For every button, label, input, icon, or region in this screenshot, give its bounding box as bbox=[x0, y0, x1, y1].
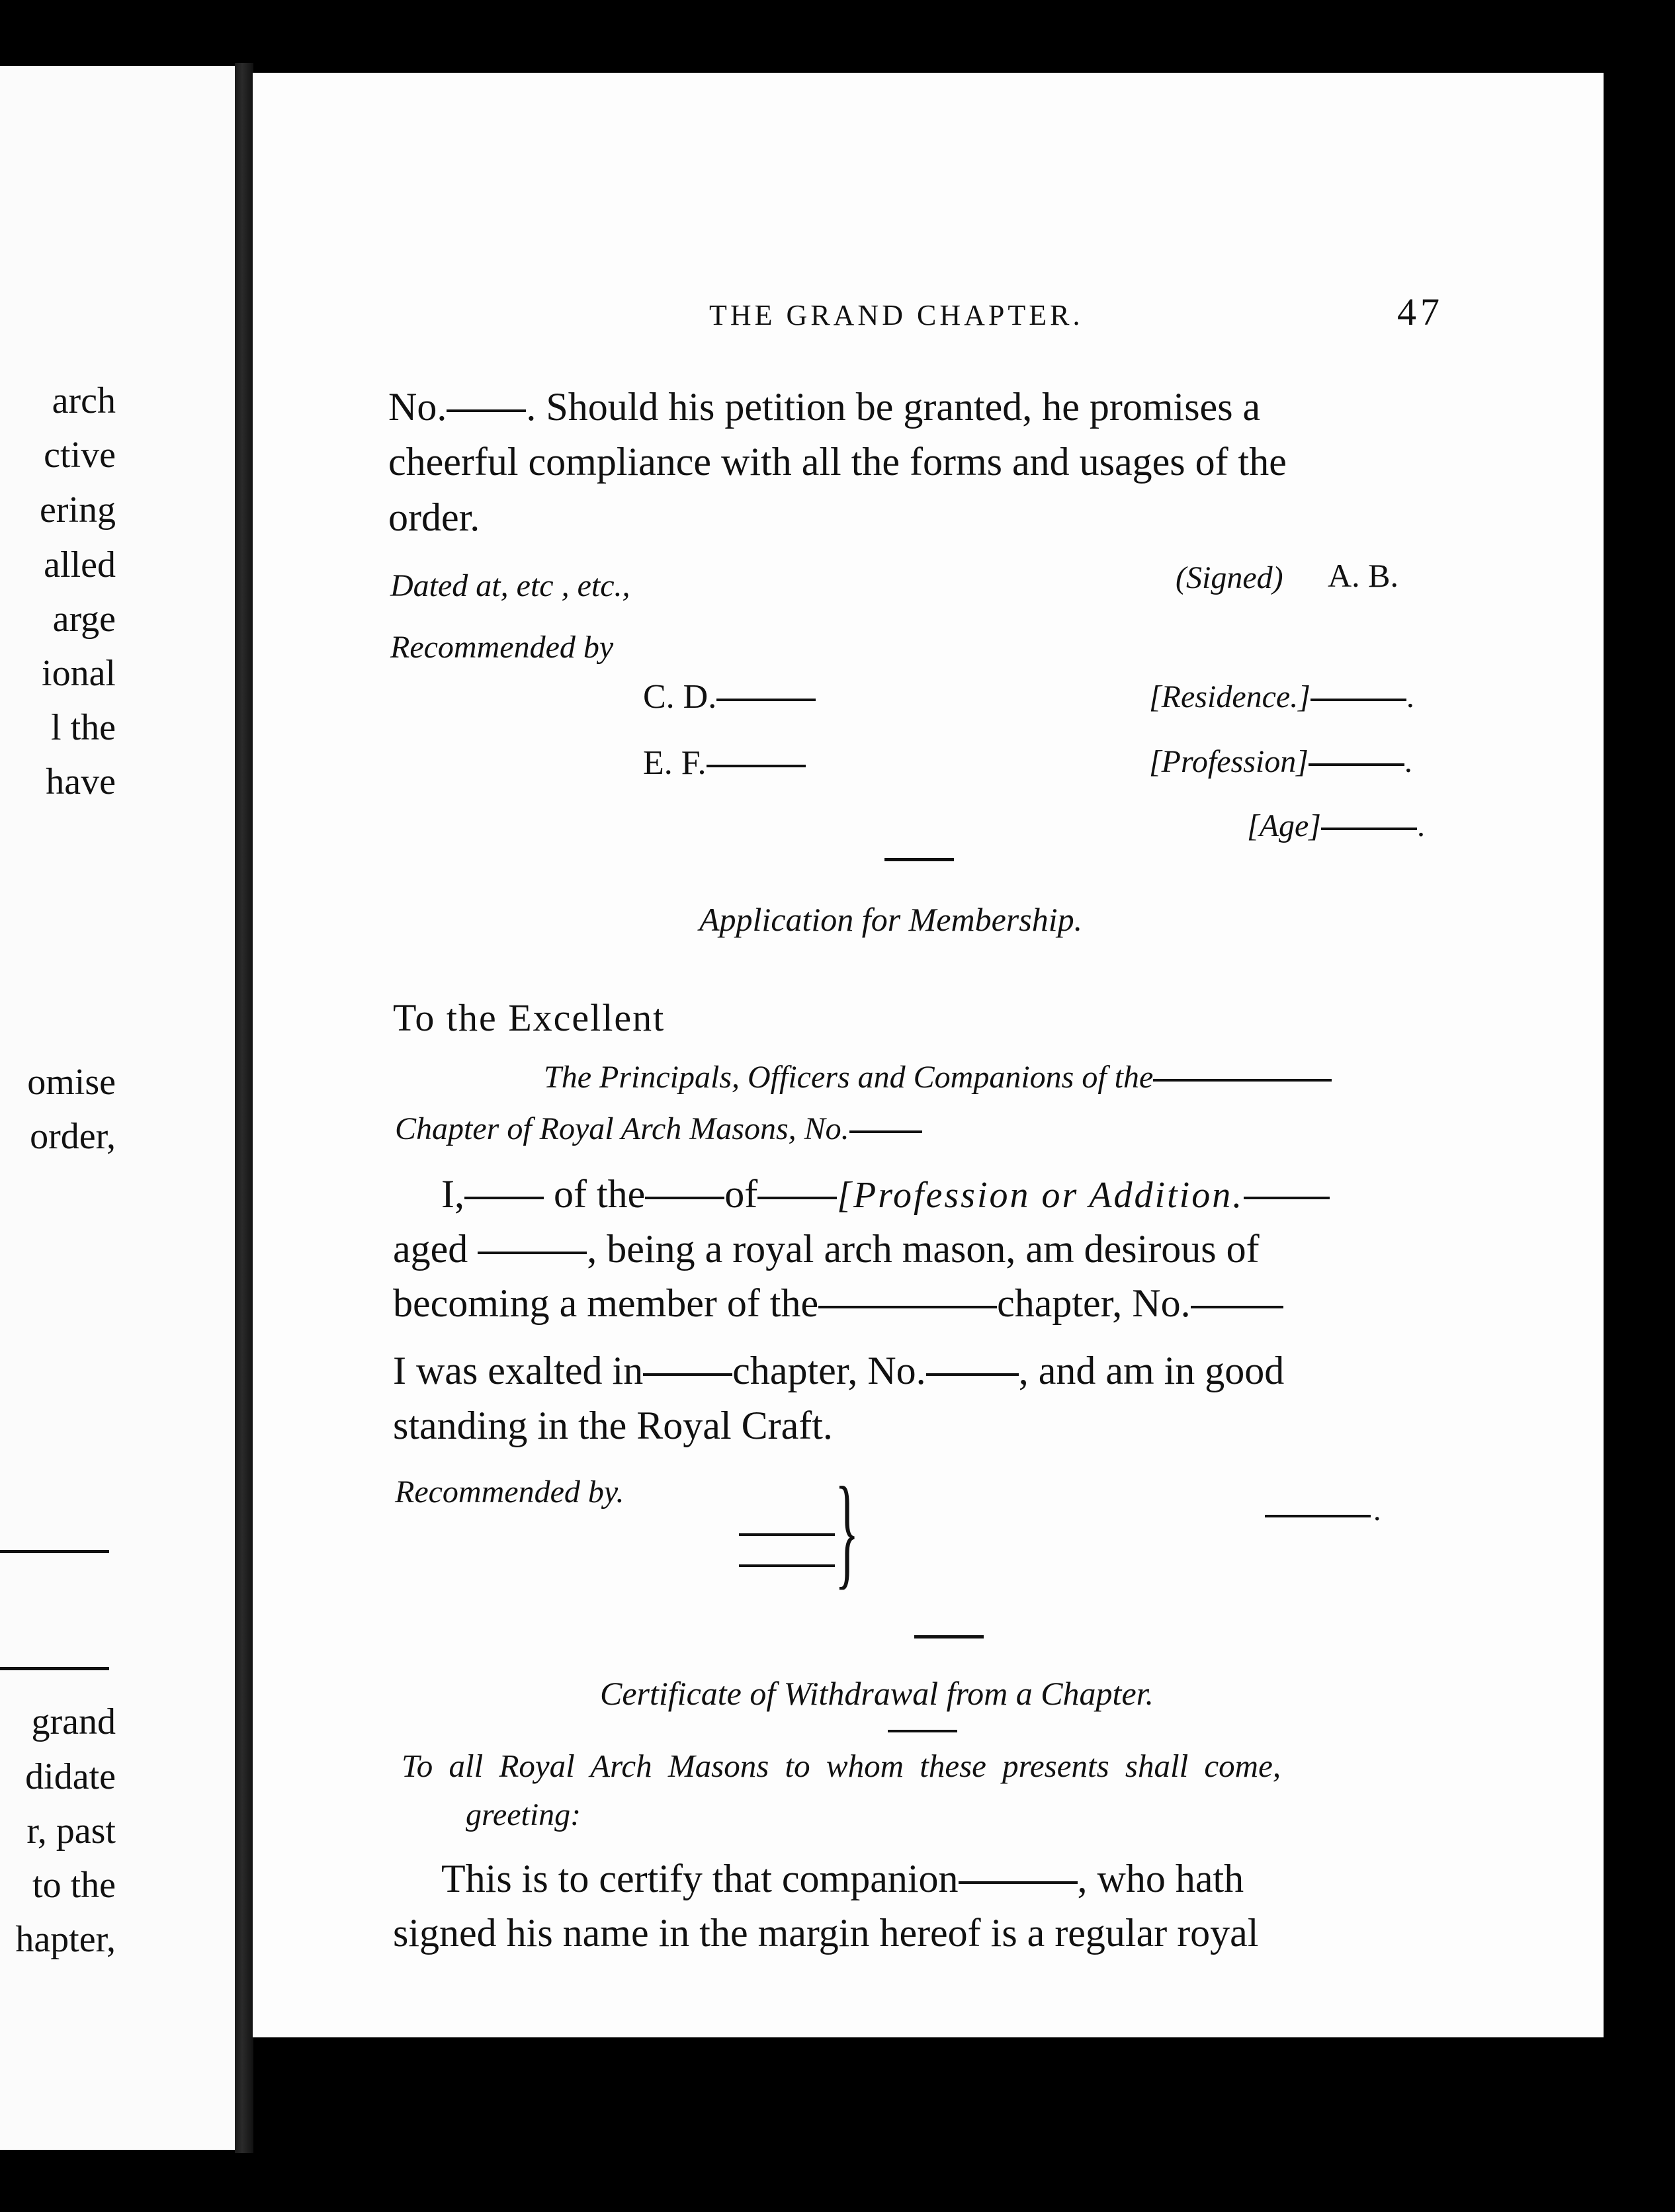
left-fragment: ering bbox=[39, 489, 116, 531]
signature-line bbox=[1265, 1515, 1371, 1517]
blank-line bbox=[645, 1197, 724, 1199]
left-fragment: order, bbox=[30, 1116, 116, 1157]
left-rule bbox=[0, 1550, 109, 1553]
blank-line bbox=[1310, 699, 1406, 701]
p1-profession: [Profession or Addition. bbox=[837, 1175, 1244, 1216]
recommended-by: Recommended by bbox=[390, 630, 614, 665]
dated-line: Dated at, etc , etc., bbox=[390, 568, 630, 603]
left-fragment: ional bbox=[42, 653, 116, 694]
membership-para2-line1 bbox=[393, 1351, 1284, 1390]
title-underline bbox=[888, 1730, 957, 1732]
period: . bbox=[1373, 1493, 1381, 1527]
left-rule bbox=[0, 1667, 109, 1670]
left-fragment: arge bbox=[52, 599, 116, 640]
left-facing-page bbox=[0, 66, 238, 2150]
membership-para1-line2 bbox=[393, 1229, 1260, 1269]
p1-chapter: chapter, No. bbox=[997, 1281, 1191, 1325]
blank-line bbox=[1321, 828, 1417, 830]
membership-chapter-line bbox=[395, 1113, 922, 1145]
p2-chapter: chapter, No. bbox=[732, 1349, 926, 1392]
blank-line bbox=[849, 1130, 922, 1133]
membership-title: Application for Membership. bbox=[699, 901, 1083, 938]
right-brace-icon: } bbox=[835, 1462, 859, 1601]
blank-line bbox=[1153, 1079, 1332, 1082]
addressees-text: The Principals, Officers and Companions of the bbox=[544, 1060, 1154, 1095]
blank-line bbox=[707, 765, 806, 767]
left-fragment: l the bbox=[51, 707, 116, 748]
petition-text: . Should his petition be granted, he promises a bbox=[526, 385, 1261, 429]
ef-label: E. F. bbox=[643, 744, 707, 782]
no-label: No. bbox=[388, 385, 447, 429]
signature-line bbox=[739, 1533, 835, 1536]
blank-line bbox=[818, 1306, 997, 1308]
blank-line bbox=[1309, 763, 1404, 766]
withdrawal-this: This is to certify that companion bbox=[441, 1857, 959, 1900]
membership-recommended-by: Recommended by. bbox=[395, 1474, 624, 1510]
left-fragment: alled bbox=[44, 544, 116, 585]
p1-being: , being a royal arch mason, am desirous of bbox=[587, 1227, 1260, 1271]
blank-line bbox=[478, 1252, 587, 1254]
section-rule bbox=[914, 1635, 984, 1638]
p2-good: , and am in good bbox=[1018, 1349, 1285, 1392]
withdrawal-address: To all Royal Arch Masons to whom these presents shall come, bbox=[402, 1748, 1281, 1784]
main-page bbox=[253, 73, 1604, 2037]
left-fragment: have bbox=[46, 761, 116, 802]
petition-line-1 bbox=[388, 387, 1260, 427]
profession-label: [Profession] bbox=[1149, 744, 1309, 779]
signed-label: (Signed) bbox=[1176, 560, 1283, 595]
residence-line: [Residence.] . bbox=[1149, 679, 1414, 714]
left-fragment: omise bbox=[27, 1062, 116, 1103]
age-label: [Age] bbox=[1247, 808, 1321, 843]
signature-line bbox=[739, 1564, 835, 1567]
p1-of: of bbox=[724, 1172, 758, 1216]
left-fragment: arch bbox=[52, 380, 116, 421]
p1-aged: aged bbox=[393, 1227, 468, 1271]
left-fragment: hapter, bbox=[15, 1919, 116, 1960]
chapter-line-text: Chapter of Royal Arch Masons, No. bbox=[395, 1111, 849, 1146]
blank-line bbox=[643, 1373, 732, 1376]
left-fragment: ctive bbox=[44, 435, 116, 476]
membership-para1-line1 bbox=[441, 1174, 1330, 1214]
cd-label: C. D. bbox=[643, 678, 717, 716]
membership-para2-line2: standing in the Royal Craft. bbox=[393, 1404, 833, 1447]
p1-i: I, bbox=[441, 1172, 464, 1216]
age-line: [Age] . bbox=[1247, 808, 1425, 843]
blank-line bbox=[959, 1881, 1078, 1884]
withdrawal-para-line2: signed his name in the margin hereof is a regular royal bbox=[393, 1911, 1259, 1955]
left-fragment: r, past bbox=[26, 1810, 116, 1851]
petition-line-2: cheerful compliance with all the forms and usages of the bbox=[388, 440, 1287, 484]
cd-line bbox=[643, 680, 816, 714]
blank-line bbox=[447, 409, 526, 412]
membership-salutation: To the Excellent bbox=[393, 996, 666, 1039]
left-fragment: to the bbox=[32, 1865, 116, 1906]
withdrawal-para-line1 bbox=[441, 1859, 1244, 1898]
membership-para1-line3 bbox=[393, 1283, 1283, 1323]
left-fragment: didate bbox=[25, 1756, 116, 1797]
blank-line bbox=[1244, 1197, 1330, 1199]
running-header: THE GRAND CHAPTER. bbox=[709, 299, 1084, 331]
p1-of-the: of the bbox=[553, 1172, 646, 1216]
residence-label: [Residence.] bbox=[1149, 679, 1310, 714]
withdrawal-title: Certificate of Withdrawal from a Chapter. bbox=[600, 1675, 1154, 1712]
ef-line bbox=[643, 746, 806, 781]
blank-line bbox=[464, 1197, 544, 1199]
section-rule bbox=[884, 858, 954, 861]
signed-name: A. B. bbox=[1328, 557, 1398, 594]
blank-line bbox=[926, 1373, 1019, 1376]
withdrawal-greeting: greeting: bbox=[466, 1797, 581, 1832]
membership-addressees bbox=[544, 1062, 1332, 1093]
book-gutter bbox=[235, 63, 253, 2153]
blank-line bbox=[757, 1197, 837, 1199]
blank-line bbox=[1191, 1306, 1283, 1308]
left-fragment: grand bbox=[31, 1701, 116, 1742]
p1-becoming: becoming a member of the bbox=[393, 1281, 819, 1325]
blank-line bbox=[716, 699, 816, 701]
p2-exalted: I was exalted in bbox=[393, 1349, 644, 1392]
page-number: 47 bbox=[1397, 290, 1443, 333]
profession-line: [Profession] . bbox=[1149, 744, 1412, 779]
petition-line-3: order. bbox=[388, 495, 480, 539]
withdrawal-who: , who hath bbox=[1077, 1857, 1244, 1900]
